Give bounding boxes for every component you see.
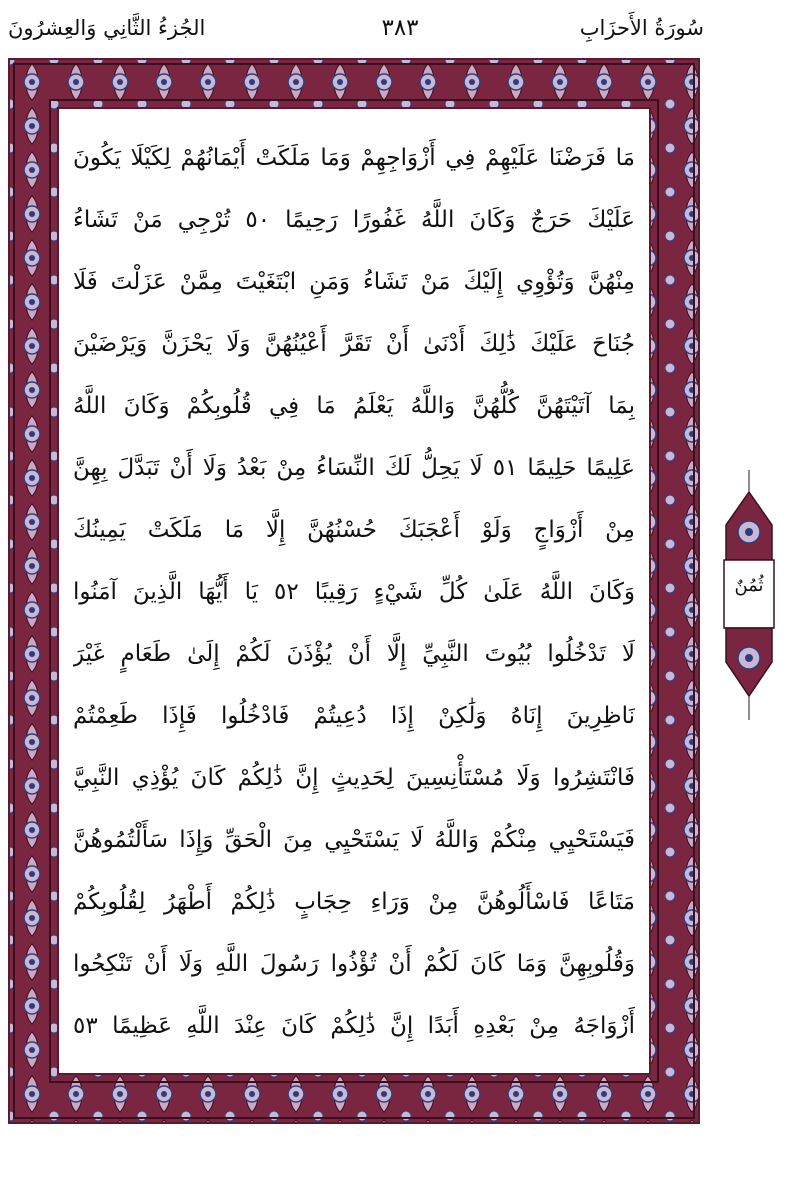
verse-line: وَكَانَ اللَّهُ عَلَىٰ كُلِّ شَيْءٍ رَقِيبًا ٥٢ يَا أَيُّهَا الَّذِينَ آمَنُوا	[73, 579, 635, 605]
hizb-quarter-marker	[716, 470, 782, 720]
verse-line: جُنَاحَ عَلَيْكَ ذَٰلِكَ أَدْنَىٰ أَنْ تَقَرَّ أَعْيُنُهُنَّ وَلَا يَحْزَنَّ وَيَرْضَيْنَ	[73, 331, 635, 357]
verse-line: عَلَيْكَ حَرَجٌ وَكَانَ اللَّهُ غَفُورًا رَحِيمًا ٥٠ تُرْجِي مَنْ تَشَاءُ	[73, 207, 635, 233]
verse-line: مَتَاعًا فَاسْأَلُوهُنَّ مِنْ وَرَاءِ حِجَابٍ ذَٰلِكُمْ أَطْهَرُ لِقُلُوبِكُمْ	[73, 889, 635, 915]
verse-line: وَقُلُوبِهِنَّ وَمَا كَانَ لَكُمْ أَنْ تُؤْذُوا رَسُولَ اللَّهِ وَلَا أَنْ تَنْكِحُوا	[73, 951, 635, 977]
verse-line: فَيَسْتَحْيِي مِنْكُمْ وَاللَّهُ لَا يَسْتَحْيِي مِنَ الْحَقِّ وَإِذَا سَأَلْتُمُوهُنَّ	[73, 827, 635, 853]
verse-line: بِمَا آتَيْتَهُنَّ كُلُّهُنَّ وَاللَّهُ يَعْلَمُ مَا فِي قُلُوبِكُمْ وَكَانَ اللَّهُ	[73, 393, 635, 419]
verse-line: أَزْوَاجَهُ مِنْ بَعْدِهِ أَبَدًا إِنَّ ذَٰلِكُمْ كَانَ عِنْدَ اللَّهِ عَظِيمًا ٥٣	[73, 1013, 635, 1039]
verse-line: نَاظِرِينَ إِنَاهُ وَلَٰكِنْ إِذَا دُعِيتُمْ فَادْخُلُوا فَإِذَا طَعِمْتُمْ	[73, 703, 635, 729]
juz-title: الجُزءُ الثَّانِي وَالعِشرُونَ	[8, 16, 206, 40]
verse-line: عَلِيمًا حَلِيمًا ٥١ لَا يَحِلُّ لَكَ النِّسَاءُ مِنْ بَعْدُ وَلَا أَنْ تَبَدَّلَ بِهِنَّ	[73, 455, 635, 481]
text-panel	[57, 107, 651, 1075]
verse-line: مَا فَرَضْنَا عَلَيْهِمْ فِي أَزْوَاجِهِمْ وَمَا مَلَكَتْ أَيْمَانُهُمْ لِكَيْلَا يَكُونَ	[73, 145, 635, 171]
page-number: ٣٨٣	[381, 15, 419, 41]
verse-line: مِنْهُنَّ وَتُؤْوِي إِلَيْكَ مَنْ تَشَاءُ وَمَنِ ابْتَغَيْتَ مِمَّنْ عَزَلْتَ فَلَا	[73, 269, 635, 295]
verse-line: مِنْ أَزْوَاجٍ وَلَوْ أَعْجَبَكَ حُسْنُهُنَّ إِلَّا مَا مَلَكَتْ يَمِينُكَ	[73, 517, 635, 543]
marker-label: ثُمُنٌ	[734, 575, 764, 596]
verse-line: فَانْتَشِرُوا وَلَا مُسْتَأْنِسِينَ لِحَدِيثٍ إِنَّ ذَٰلِكُمْ كَانَ يُؤْذِي النَّبِيَّ	[73, 765, 635, 791]
surah-title: سُورَةُ الأَحزَابِ	[579, 16, 704, 40]
verse-lines	[73, 127, 635, 1061]
ornamental-border-frame	[8, 58, 700, 1124]
verse-line: لَا تَدْخُلُوا بُيُوتَ النَّبِيِّ إِلَّا أَنْ يُؤْذَنَ لَكُمْ إِلَىٰ طَعَامٍ غَيْرَ	[73, 641, 635, 667]
